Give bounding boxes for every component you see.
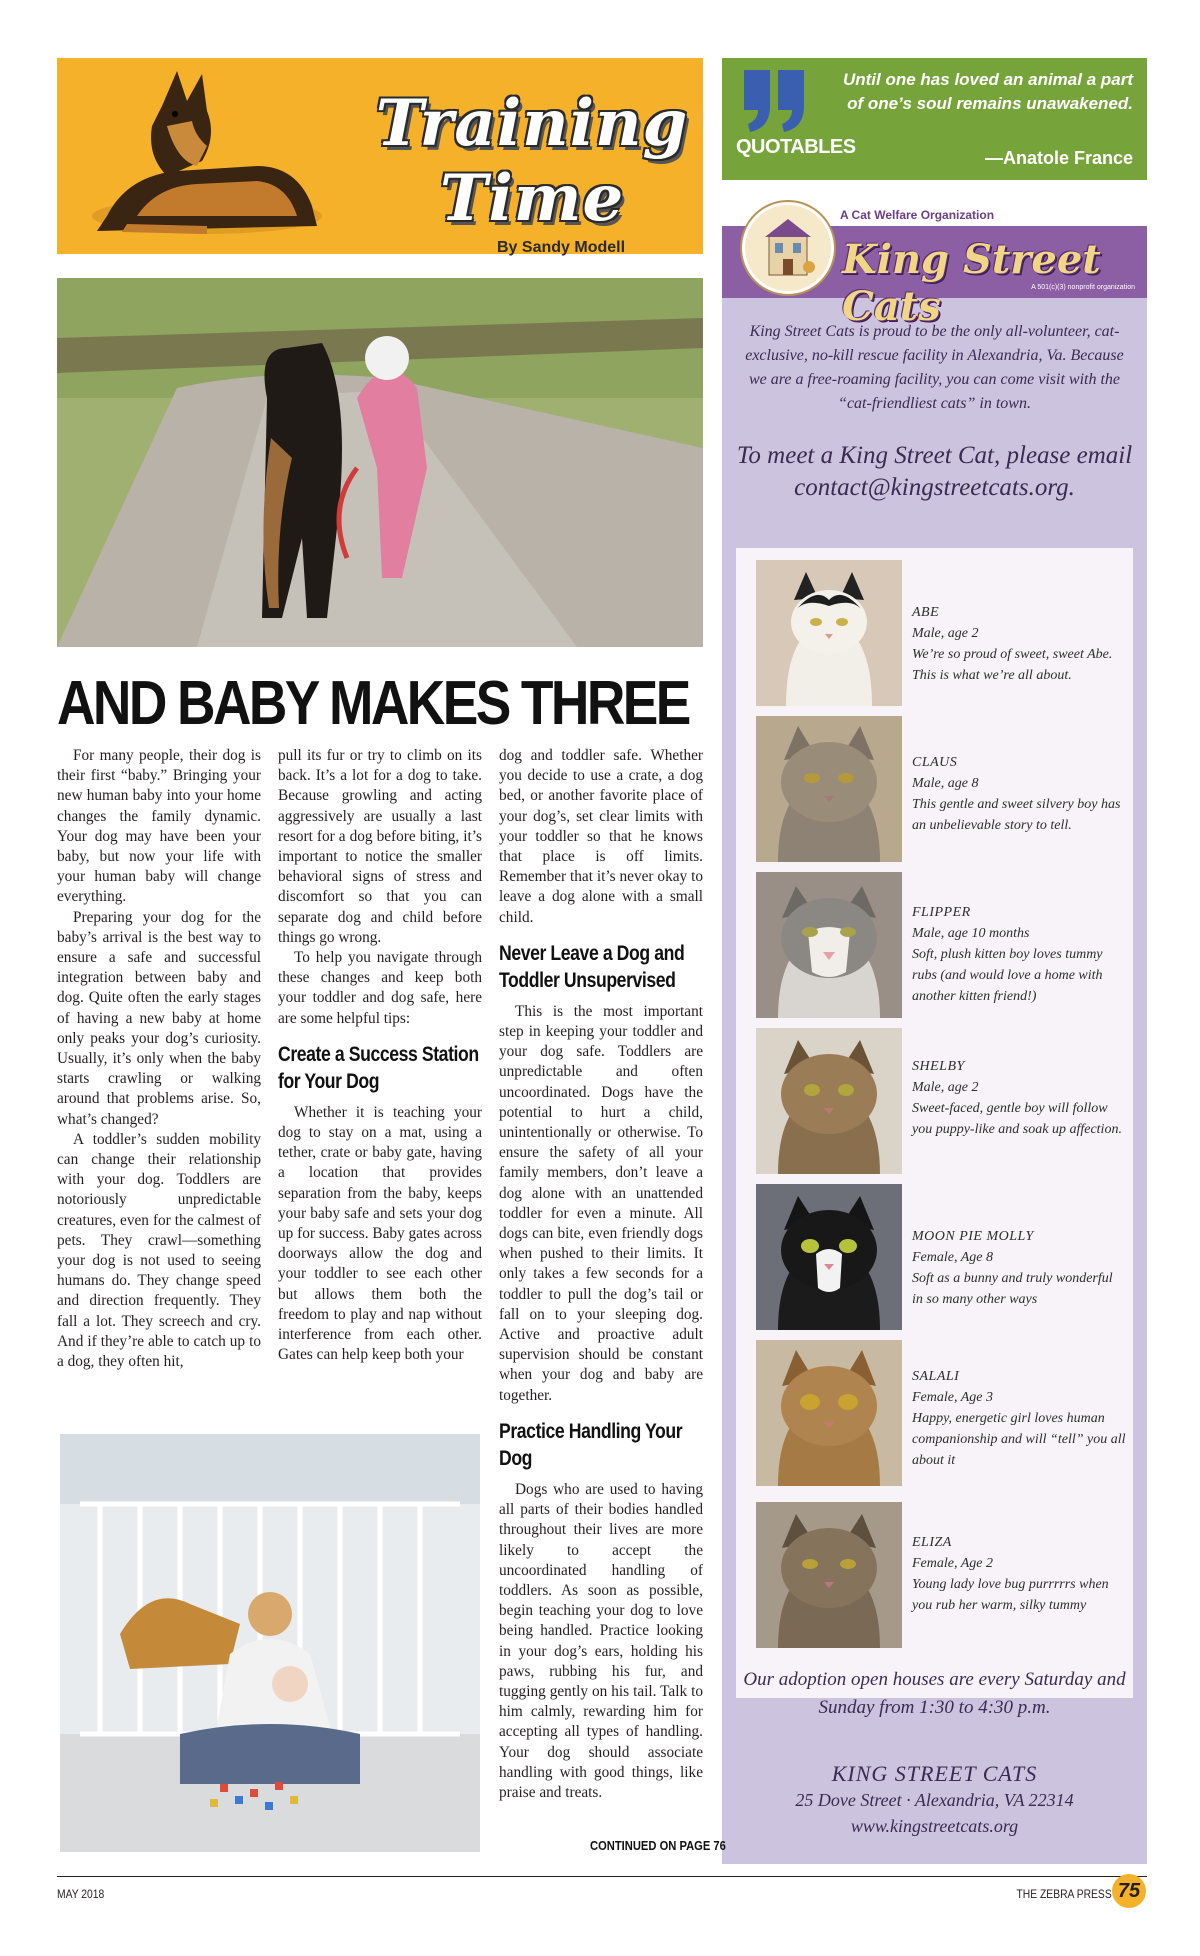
cat-card [746, 1340, 1126, 1488]
cat-photo [756, 1184, 902, 1330]
cat-info: Male, age 8 [912, 776, 979, 791]
page-number: 75 [1112, 1874, 1146, 1908]
house-logo-icon [742, 202, 834, 294]
cat-card [746, 872, 1126, 1020]
ksc-address [736, 1761, 1133, 1839]
cat-info: Female, Age 3 [912, 1390, 993, 1405]
cat-name: SHELBY [912, 1059, 965, 1074]
section-heading: Create a Success Station for Your Dog [278, 1042, 479, 1093]
cat-card [746, 1184, 1126, 1332]
footer-rule [57, 1876, 1147, 1877]
article-headline: AND BABY MAKES THREE [57, 669, 689, 738]
article-paragraph: Dogs who are used to having all parts of their bodies handled throughout their lives are more likely to accept the uncoordinated handling of toddlers. As soon as possible, begin teaching your dog to love being handled. Practice looking in your dog’s ears, holding his paws, rubbing his fur, and tugging gently on his tail. Talk to him calmly, rewarding him for accepting all types of handling. Your dog should associate handling with good things, like praise and treats. [499, 1480, 703, 1801]
cat-name: FLIPPER [912, 905, 971, 920]
article-paragraph: Preparing your dog for the baby’s arrival is the best way to ensure a safe and successful integration between baby and dog. Quite often the early stages of having a new baby at home only peaks your dog’s curiosity. Usually, it’s only when the baby starts crawling or walking around that problems arise. So, what’s changed? [57, 908, 261, 1128]
section-heading: Practice Handling Your Dog [499, 1419, 683, 1470]
baby-gate-photo [60, 1434, 480, 1852]
king-street-cats-panel [722, 196, 1147, 1864]
cat-name: CLAUS [912, 755, 958, 770]
article-paragraph: Whether it is teaching your dog to stay on a mat, using a tether, crate or baby gate, having a location that provides separation from the baby, keeps your baby safe and sets your dog up for success. Baby gates across doorways allow the dog and your toddler to see each other but allows them both the freedom to play and nap without interference from each other. Gates can help keep both your [278, 1103, 482, 1364]
cat-card [746, 716, 1126, 864]
cat-list [736, 548, 1133, 1698]
quotables-label: QUOTABLES [736, 136, 856, 158]
footer-publication: THE ZEBRA PRESS [1016, 1887, 1112, 1901]
cat-name: MOON PIE MOLLY [912, 1229, 1034, 1244]
article-paragraph: A toddler’s sudden mobility can change their relationship with your dog. Toddlers are notoriously unpredictable creatures, even for the calmest of pets. They crawl—something your dog is not used to seeing humans do. They change speed and direction frequently. They fall a lot. They screech and cry. And if they’re able to catch up to a dog, they often hit, [57, 1130, 261, 1371]
cat-name: SALALI [912, 1369, 960, 1384]
cat-description: Sweet-faced, gentle boy will follow you puppy-like and soak up affection. [912, 1101, 1122, 1137]
section-heading: Never Leave a Dog and Toddler Unsupervised [499, 941, 685, 992]
dog-and-toddler-photo [57, 278, 703, 647]
cat-photo [756, 716, 902, 862]
ksc-intro: King Street Cats is proud to be the only all-volunteer, cat-exclusive, no-kill rescue facility in Alexandria, Va. Because we are a free-roaming facility, you can come visit with the “cat-friendliest cats” in town. [745, 323, 1124, 412]
article-column-1 [57, 746, 261, 1372]
cat-photo [756, 1340, 902, 1486]
article-paragraph: dog and toddler safe. Whether you decide to use a crate, a dog bed, or another favorite place of your dog’s, set clear limits with your toddler so that he knows that place is off limits. Remember that it’s never okay to leave a dog alone with a small child. [499, 747, 703, 926]
cat-photo [756, 560, 902, 706]
ksc-header [722, 196, 1147, 330]
cat-card [746, 1502, 1126, 1650]
ksc-address-name: KING STREET CATS [831, 1761, 1038, 1786]
footer-date: MAY 2018 [57, 1887, 105, 1901]
cat-info: Male, age 2 [912, 1080, 979, 1095]
cat-description: We’re so proud of sweet, sweet Abe. This is what we’re all about. [912, 647, 1113, 683]
article-paragraph: For many people, their dog is their first “baby.” Bringing your new human baby into your home changes the family dynamic. Your dog may have been your baby, but now your life with your human baby will change everything. [57, 747, 261, 906]
cat-photo [756, 1028, 902, 1174]
quote-text: Until one has loved an animal a part of one’s soul remains unawakened. [842, 70, 1133, 113]
cat-card [746, 1028, 1126, 1176]
article-column-3 [499, 746, 703, 1803]
cat-info: Male, age 10 months [912, 926, 1030, 941]
ksc-meet-email: To meet a King Street Cat, please email contact@kingstreetcats.org. [736, 442, 1133, 501]
quotables-box [722, 58, 1147, 180]
banner-title: Training Time [375, 86, 689, 236]
cat-description: This gentle and sweet silvery boy has an unbelievable story to tell. [912, 797, 1121, 833]
quote-author: —Anatole France [984, 148, 1133, 168]
ksc-nonprofit-note: A 501(c)(3) nonprofit organization [1031, 284, 1135, 291]
ksc-website-link[interactable]: www.kingstreetcats.org [850, 1816, 1019, 1836]
article-column-2 [278, 746, 482, 1365]
training-time-banner [57, 58, 703, 254]
cat-info: Male, age 2 [912, 626, 979, 641]
cat-info: Female, Age 8 [912, 1250, 993, 1265]
cat-name: ABE [912, 605, 940, 620]
article-paragraph: pull its fur or try to climb on its back. It’s a lot for a dog to take. Because growling and acting aggressively are usually a last resort for a dog before biting, it’s important to notice the smaller behavioral signs of stress and discomfort so that you can separate dog and child before things go wrong. [278, 747, 482, 946]
quote-mark-icon [740, 66, 810, 136]
article-paragraph: This is the most important step in keeping your toddler and your dog safe. Toddlers are unpredictable and often uncoordinated. Dogs have the potential to hurt a child, unintentionally or otherwise. To ensure the safety of all your family members, don’t leave a dog alone with an unattended toddler for even a minute. All dogs can bite, even friendly dogs when pushed to their limits. It only takes a few seconds for a toddler to pull the dog’s tail or fall on to your sleeping dog. Active and proactive adult supervision should be constant when your dog and baby are together. [499, 1002, 703, 1404]
cat-card [746, 560, 1126, 708]
german-shepherd-illustration [67, 66, 327, 246]
article-paragraph: To help you navigate through these changes and keep both your toddler and dog safe, here are some helpful tips: [278, 949, 482, 1027]
ksc-address-street: 25 Dove Street · Alexandria, VA 22314 [795, 1790, 1074, 1810]
ksc-logo-name: King Street Cats [842, 236, 1101, 330]
cat-description: Young lady love bug purrrrrs when you rub her warm, silky tummy [912, 1577, 1109, 1613]
byline: By Sandy Modell [497, 239, 626, 256]
cat-photo [756, 872, 902, 1018]
adoption-open-houses: Our adoption open houses are every Saturday and Sunday from 1:30 to 4:30 p.m. [743, 1669, 1126, 1718]
cat-photo [756, 1502, 902, 1648]
continued-notice: CONTINUED ON PAGE 76 [590, 1838, 726, 1853]
cat-description: Soft as a bunny and truly wonderful in so many other ways [912, 1271, 1113, 1307]
ksc-org-tag: A Cat Welfare Organization [840, 208, 995, 222]
cat-info: Female, Age 2 [912, 1556, 993, 1571]
cat-description: Happy, energetic girl loves human companionship and will “tell” you all about it [912, 1411, 1126, 1468]
cat-description: Soft, plush kitten boy loves tummy rubs (and would love a home with another kitten friend!) [912, 947, 1103, 1004]
cat-name: ELIZA [912, 1535, 952, 1550]
